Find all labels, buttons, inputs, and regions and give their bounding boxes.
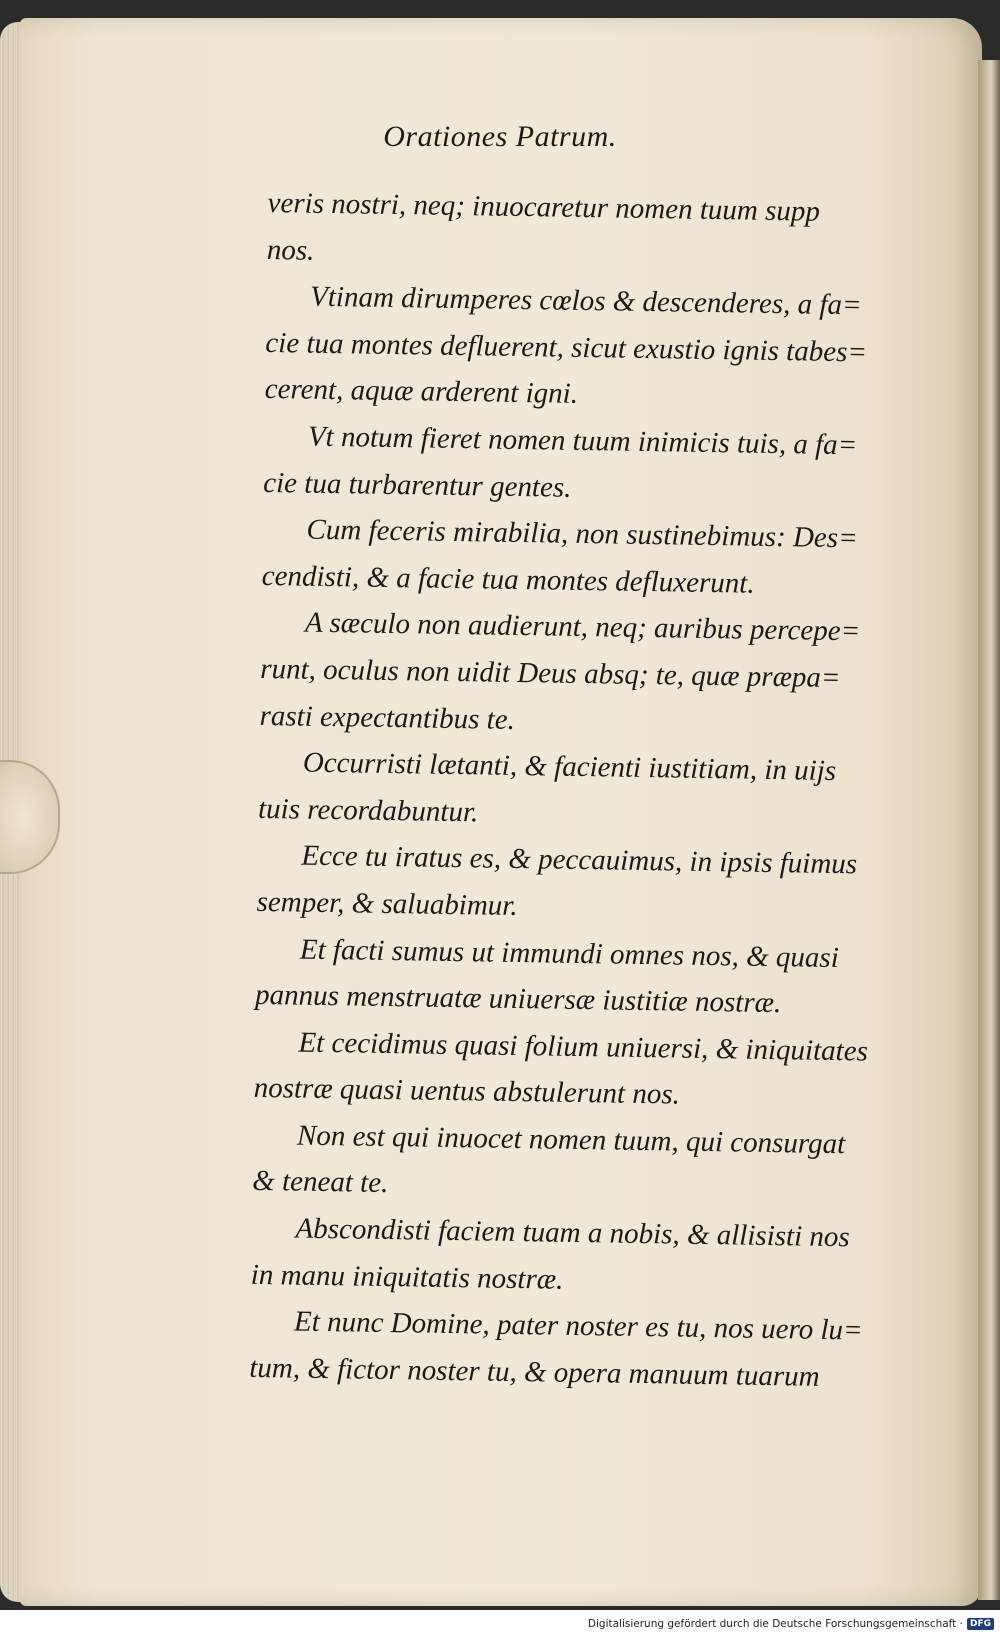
text-line: cendisti, & a facie tua montes defluxerunt. <box>261 559 755 600</box>
text-line: tuis recordabuntur. <box>257 792 479 829</box>
text-line: runt, oculus non uidit Deus absq; te, quæ præpa= <box>260 652 841 694</box>
text-line: & teneat te. <box>252 1165 389 1200</box>
footer-credit: Digitalisierung gefördert durch die Deutsche Forschungsgemeinschaft · <box>587 1617 963 1630</box>
text-line: Cum feceris mirabilia, non sustinebimus: Des= <box>306 513 858 555</box>
text-line: Et nunc Domine, pater noster es tu, nos uero lu= <box>293 1305 863 1347</box>
dfg-logo: DFG <box>967 1618 994 1630</box>
text-line: Vt notum fieret nomen tuum inimicis tuis, a fa= <box>307 420 858 462</box>
text-line: nos. <box>266 233 315 267</box>
text-line: tum, & fictor noster tu, & opera manuum tuarum <box>249 1351 820 1393</box>
text-line: cerent, aquæ arderent igni. <box>264 373 579 411</box>
text-line: Abscondisti faciem tuam a nobis, & allisisti nos <box>295 1212 850 1254</box>
binding-edge <box>978 60 1000 1600</box>
text-line: Vtinam dirumperes cœlos & descenderes, a fa= <box>309 280 862 322</box>
text-line: A sæculo non audierunt, neq; auribus percepe= <box>304 606 861 648</box>
text-line: Non est qui inuocet nomen tuum, qui consurgat <box>296 1119 846 1161</box>
text-line: cie tua turbarentur gentes. <box>262 466 572 504</box>
text-line: cie tua montes defluerent, sicut exustio ignis tabes= <box>265 326 868 369</box>
text-line: Ecce tu iratus es, & peccauimus, in ipsis fuimus <box>301 839 858 881</box>
text-line: pannus menstruatæ uniuersæ iustitiæ nostræ. <box>254 978 782 1020</box>
text-line: Et cecidimus quasi folium uniuersi, & iniquitates <box>298 1026 869 1068</box>
text-line: nostræ quasi uentus abstulerunt nos. <box>253 1072 681 1111</box>
text-line: veris nostri, neq; inuocaretur nomen tuum supp <box>267 186 821 228</box>
running-header: Orationes Patrum. <box>383 120 617 153</box>
text-line: in manu iniquitatis nostræ. <box>250 1258 564 1296</box>
text-line: rasti expectantibus te. <box>259 699 516 736</box>
text-line: Occurristi lætanti, & facienti iustitiam, in uijs <box>302 746 837 788</box>
text-line: semper, & saluabimur. <box>256 885 518 922</box>
digitization-footer <box>0 1610 1000 1637</box>
text-line: Et facti sumus ut immundi omnes nos, & quasi <box>299 933 840 974</box>
body-text <box>249 180 948 1402</box>
